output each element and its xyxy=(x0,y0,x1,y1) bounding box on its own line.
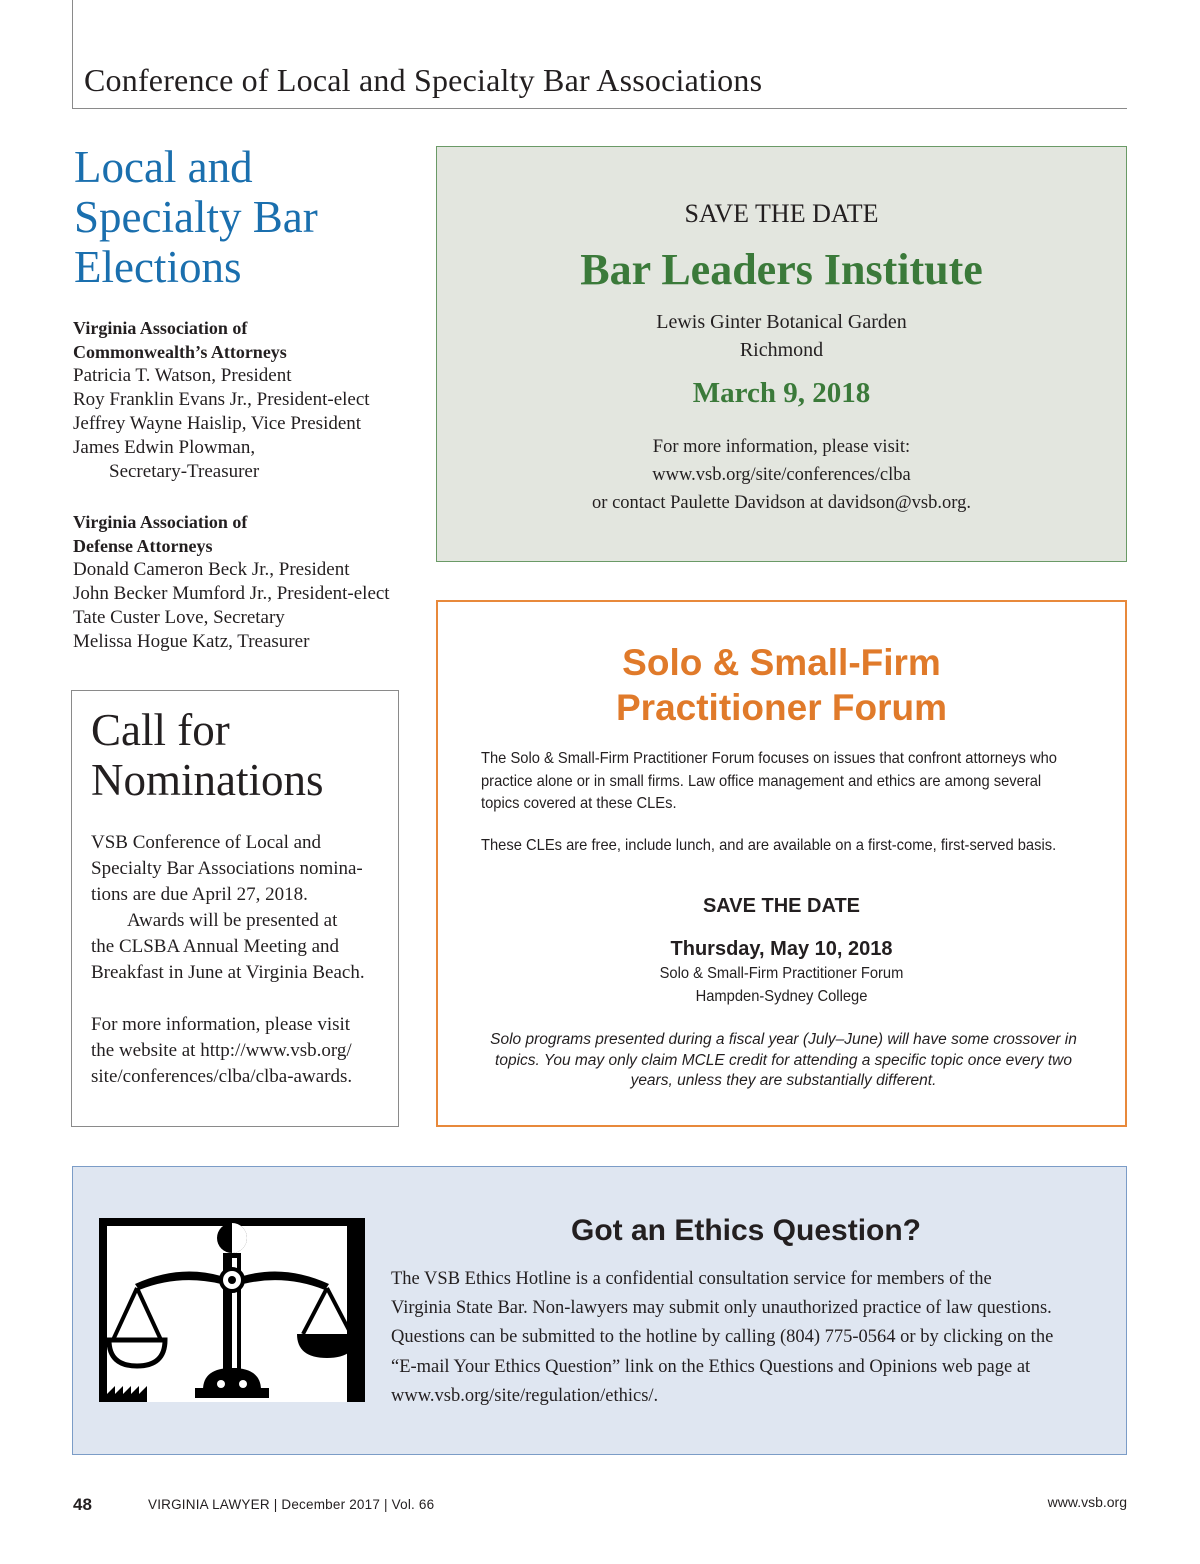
vada-officers-block xyxy=(73,510,423,654)
bar-leaders-venue: Lewis Ginter Botanical Garden xyxy=(656,311,907,333)
nominations-line: tions are due April 27, 2018. xyxy=(91,884,308,905)
ethics-text-line: Virginia State Bar. Non-lawyers may submit only unauthorized practice of law questions. xyxy=(391,1298,1052,1319)
nominations-text xyxy=(91,830,391,1090)
solo-desc-line: The Solo & Small-Firm Practitioner Forum focuses on issues that confront attorneys who xyxy=(481,750,1057,767)
org-name-line: Virginia Association of xyxy=(73,512,248,532)
solo-forum-event: Solo & Small-Firm Practitioner Forum xyxy=(659,965,904,982)
solo-forum-title-line: Practitioner Forum xyxy=(616,687,947,728)
officer-line: James Edwin Plowman, xyxy=(73,437,256,458)
solo-forum-title-line: Solo & Small-Firm xyxy=(622,642,941,683)
ethics-text-line: The VSB Ethics Hotline is a confidential consultation service for members of the xyxy=(391,1269,992,1289)
paragraph-gap xyxy=(91,986,391,1012)
vaca-officers-block xyxy=(73,316,423,484)
save-the-date-label: SAVE THE DATE xyxy=(702,895,861,917)
officer-line: Secretary-Treasurer xyxy=(109,461,260,482)
elections-heading-line: Specialty Bar xyxy=(74,192,318,242)
save-the-date-label: SAVE THE DATE xyxy=(684,199,879,228)
officer-line: Melissa Hogue Katz, Treasurer xyxy=(73,631,310,652)
solo-forum-free-text: These CLEs are free, include lunch, and are available on a first-come, first-served basis. xyxy=(481,837,1057,854)
bar-leaders-institute-box xyxy=(436,146,1127,562)
solo-desc-line: practice alone or in small firms. Law office management and ethics are among several xyxy=(481,772,1042,790)
bar-leaders-contact-line[interactable]: or contact Paulette Davidson at davidson@vsb.org. xyxy=(592,493,971,513)
org-name-line: Virginia Association of xyxy=(73,318,248,338)
ethics-text xyxy=(391,1265,1121,1411)
nominations-line: the website at http://www.vsb.org/ xyxy=(91,1040,352,1061)
header-vertical-rule xyxy=(72,0,73,108)
elections-heading-line: Elections xyxy=(74,242,242,292)
solo-desc-line: topics covered at these CLEs. xyxy=(481,795,677,812)
org-name-line: Commonwealth’s Attorneys xyxy=(73,342,287,362)
ethics-box xyxy=(72,1166,1127,1455)
officer-line: Jeffrey Wayne Haislip, Vice President xyxy=(73,413,362,434)
section-title: Conference of Local and Specialty Bar Associations xyxy=(84,62,763,98)
nominations-line: For more information, please visit xyxy=(91,1014,351,1035)
page-number: 48 xyxy=(73,1495,92,1514)
ethics-link-line[interactable]: www.vsb.org/site/regulation/ethics/. xyxy=(391,1385,659,1406)
scales-of-justice-icon xyxy=(99,1218,365,1402)
solo-note-line: topics. You may only claim MCLE credit for attending a specific topic once every two xyxy=(495,1051,1072,1069)
officer-line: Roy Franklin Evans Jr., President-elect xyxy=(73,389,370,410)
nominations-line: Awards will be presented at xyxy=(127,910,338,931)
publication-info: VIRGINIA LAWYER | December 2017 | Vol. 66 xyxy=(148,1497,435,1512)
officer-line: Donald Cameron Beck Jr., President xyxy=(73,559,350,580)
officer-line: Patricia T. Watson, President xyxy=(73,365,292,386)
officer-line: John Becker Mumford Jr., President-elect xyxy=(73,583,390,604)
bar-leaders-info-line: For more information, please visit: xyxy=(652,437,911,457)
bar-leaders-city: Richmond xyxy=(739,339,824,361)
solo-note-line: years, unless they are substantially different. xyxy=(630,1072,937,1089)
nominations-title-line: Nominations xyxy=(91,755,324,805)
nominations-box xyxy=(71,690,399,1127)
footer-url-link[interactable]: www.vsb.org xyxy=(1047,1494,1127,1510)
solo-note-line: Solo programs presented during a fiscal year (July–June) will have some crossover in xyxy=(490,1031,1077,1048)
elections-heading-line: Local and xyxy=(74,142,253,192)
bar-leaders-title: Bar Leaders Institute xyxy=(580,245,983,294)
solo-forum-description xyxy=(481,748,1056,816)
nominations-line: Breakfast in June at Virginia Beach. xyxy=(91,962,365,983)
ethics-text-line: Questions can be submitted to the hotline by calling (804) 775-0564 or by clicking on the xyxy=(391,1327,1054,1348)
bar-leaders-link[interactable]: www.vsb.org/site/conferences/clba xyxy=(652,465,911,485)
officer-line: Tate Custer Love, Secretary xyxy=(73,607,285,628)
header-rule xyxy=(72,108,1127,109)
org-name-line: Defense Attorneys xyxy=(73,536,213,556)
solo-forum-place: Hampden-Sydney College xyxy=(695,988,868,1005)
solo-forum-date: Thursday, May 10, 2018 xyxy=(670,938,893,960)
ethics-text-line: “E-mail Your Ethics Question” link on the Ethics Questions and Opinions web page at xyxy=(391,1356,1031,1377)
nominations-title xyxy=(91,705,324,805)
nominations-line: the CLSBA Annual Meeting and xyxy=(91,936,340,957)
ethics-title: Got an Ethics Question? xyxy=(570,1214,922,1247)
solo-forum-title xyxy=(438,640,1125,730)
bar-leaders-date: March 9, 2018 xyxy=(692,377,871,409)
nominations-link-line[interactable]: site/conferences/clba/clba-awards. xyxy=(91,1066,353,1087)
elections-heading xyxy=(74,142,414,292)
nominations-line: Specialty Bar Associations nomina- xyxy=(91,858,363,879)
nominations-line: VSB Conference of Local and xyxy=(91,832,322,853)
solo-forum-box xyxy=(436,600,1127,1127)
nominations-title-line: Call for xyxy=(91,705,230,755)
solo-forum-note xyxy=(456,1030,1111,1092)
